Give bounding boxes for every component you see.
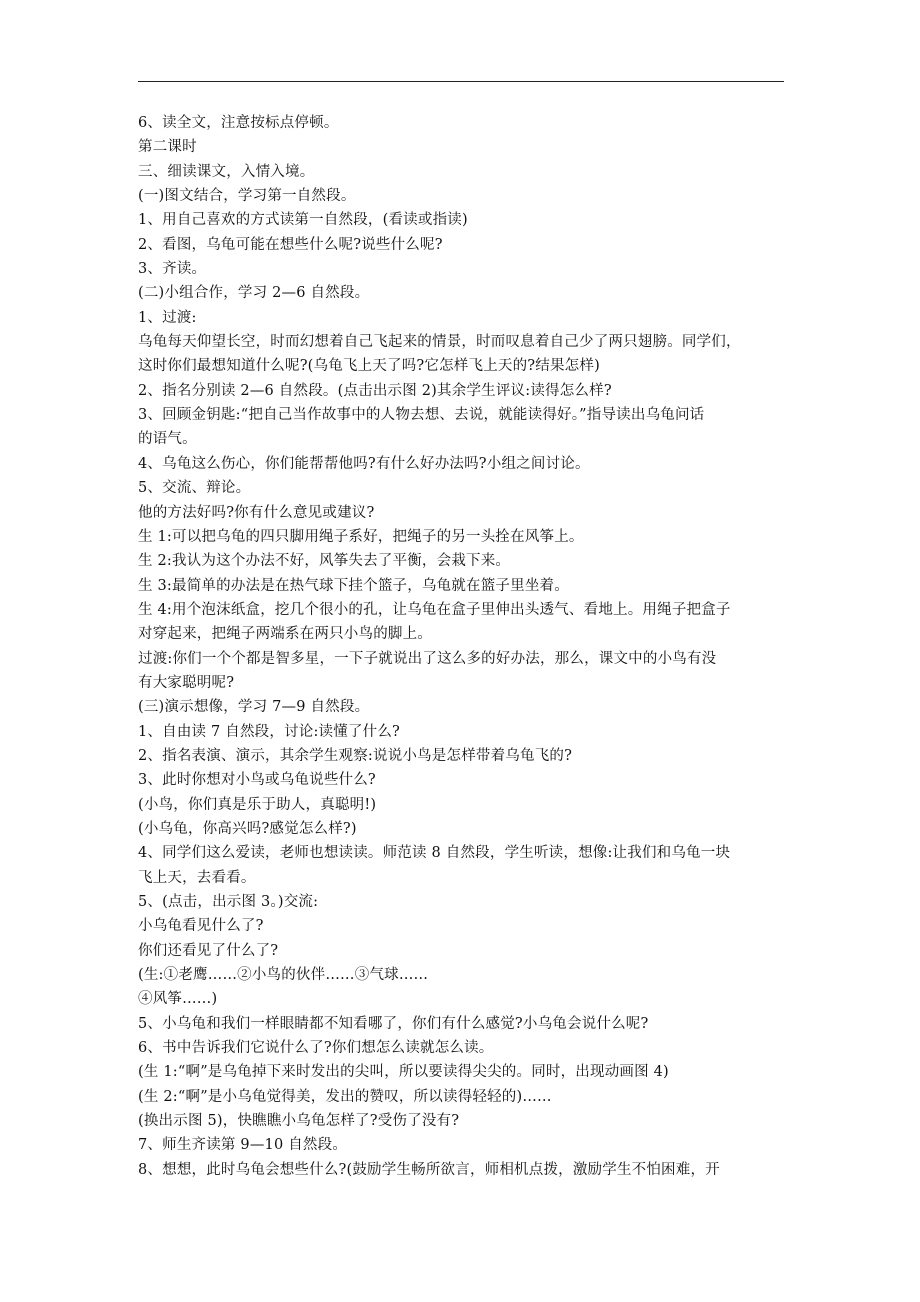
text-line: 3、此时你想对小鸟或乌龟说些什么?	[138, 772, 376, 789]
text-line: (小乌龟，你高兴吗?感觉怎么样?)	[138, 820, 357, 837]
text-line: 生 2:我认为这个办法不好，风筝失去了平衡，会栽下来。	[138, 553, 511, 570]
text-line: ④风筝……)	[138, 991, 218, 1008]
text-line: 4、同学们这么爱读，老师也想读读。师范读 8 自然段，学生听读，想像:让我们和乌龟一块	[138, 845, 731, 862]
text-line: (生 1:“啊”是乌龟掉下来时发出的尖叫，所以要读得尖尖的。同时，出现动画图 4)	[138, 1064, 669, 1081]
text-line: (一)图文结合，学习第一自然段。	[138, 188, 356, 205]
text-line: 1、自由读 7 自然段，讨论:读懂了什么?	[138, 723, 401, 740]
text-line: 有大家聪明呢?	[138, 674, 235, 691]
text-line: 6、读全文，注意按标点停顿。	[138, 115, 339, 131]
text-line: 2、看图，乌龟可能在想些什么呢?说些什么呢?	[138, 236, 443, 253]
text-line: 小乌龟看见什么了?	[138, 918, 264, 935]
text-line: 6、书中告诉我们它说什么了?你们想怎么读就怎么读。	[138, 1040, 494, 1057]
text-line: (生:①老鹰……②小鸟的伙伴……③气球……	[138, 967, 429, 984]
text-line: 生 3:最简单的办法是在热气球下挂个篮子，乌龟就在篮子里坐着。	[138, 577, 569, 594]
text-line: 飞上天，去看看。	[138, 869, 256, 886]
text-line: (生 2:“啊”是小乌龟觉得美，发出的赞叹，所以读得轻轻的)……	[138, 1088, 552, 1105]
text-line: 2、指名表演、演示，其余学生观察:说说小鸟是怎样带着乌龟飞的?	[138, 747, 573, 764]
text-line: 三、细读课文，入情入境。	[138, 163, 315, 180]
document-body	[138, 111, 788, 1182]
text-line: 8、想想，此时乌龟会想些什么?(鼓励学生畅所欲言，师相机点拨，激励学生不怕困难，开	[138, 1161, 720, 1178]
text-line: 这时你们最想知道什么呢?(乌龟飞上天了吗?它怎样飞上天的?结果怎样)	[138, 358, 600, 375]
header-rule	[138, 81, 784, 82]
text-line: 你们还看见了什么了?	[138, 942, 279, 959]
text-line: 4、乌龟这么伤心，你们能帮帮他吗?有什么好办法吗?小组之间讨论。	[138, 455, 590, 472]
text-line: (二)小组合作，学习 2—6 自然段。	[138, 285, 370, 302]
text-line: 5、小乌龟和我们一样眼睛都不知看哪了，你们有什么感觉?小乌龟会说什么呢?	[138, 1015, 649, 1032]
text-line: (三)演示想像，学习 7—9 自然段。	[138, 699, 370, 716]
text-line: 2、指名分别读 2—6 自然段。(点击出示图 2)其余学生评议:读得怎么样?	[138, 382, 612, 399]
text-line: 他的方法好吗?你有什么意见或建议?	[138, 504, 375, 521]
text-line: 第二课时	[138, 139, 197, 156]
text-line: 生 1:可以把乌龟的四只脚用绳子系好，把绳子的另一头拴在风筝上。	[138, 528, 584, 545]
text-line: 对穿起来，把绳子两端系在两只小鸟的脚上。	[138, 626, 432, 643]
text-line: (小鸟，你们真是乐于助人，真聪明!)	[138, 796, 377, 813]
text-line: 1、用自己喜欢的方式读第一自然段，(看读或指读)	[138, 212, 468, 229]
text-line: 1、过渡:	[138, 309, 197, 326]
text-line: (换出示图 5)，快瞧瞧小乌龟怎样了?受伤了没有?	[138, 1113, 460, 1130]
text-line: 过渡:你们一个个都是智多星，一下子就说出了这么多的好办法，那么，课文中的小鸟有没	[138, 650, 717, 667]
text-line: 生 4:用个泡沫纸盒，挖几个很小的孔，让乌龟在盒子里伸出头透气、看地上。用绳子把盒子	[138, 601, 731, 618]
text-line: 7、师生齐读第 9—10 自然段。	[138, 1137, 348, 1154]
text-line: 3、齐读。	[138, 261, 207, 278]
text-line: 的语气。	[138, 431, 197, 448]
text-line: 5、交流、辩论。	[138, 480, 251, 497]
text-line: 乌龟每天仰望长空，时而幻想着自己飞起来的情景，时而叹息着自己少了两只翅膀。同学们，	[138, 334, 741, 351]
text-line: 5、(点击，出示图 3。)交流:	[138, 894, 319, 910]
text-line: 3、回顾金钥匙:“把自己当作故事中的人物去想、去说，就能读得好。”指导读出乌龟问话	[138, 407, 705, 424]
